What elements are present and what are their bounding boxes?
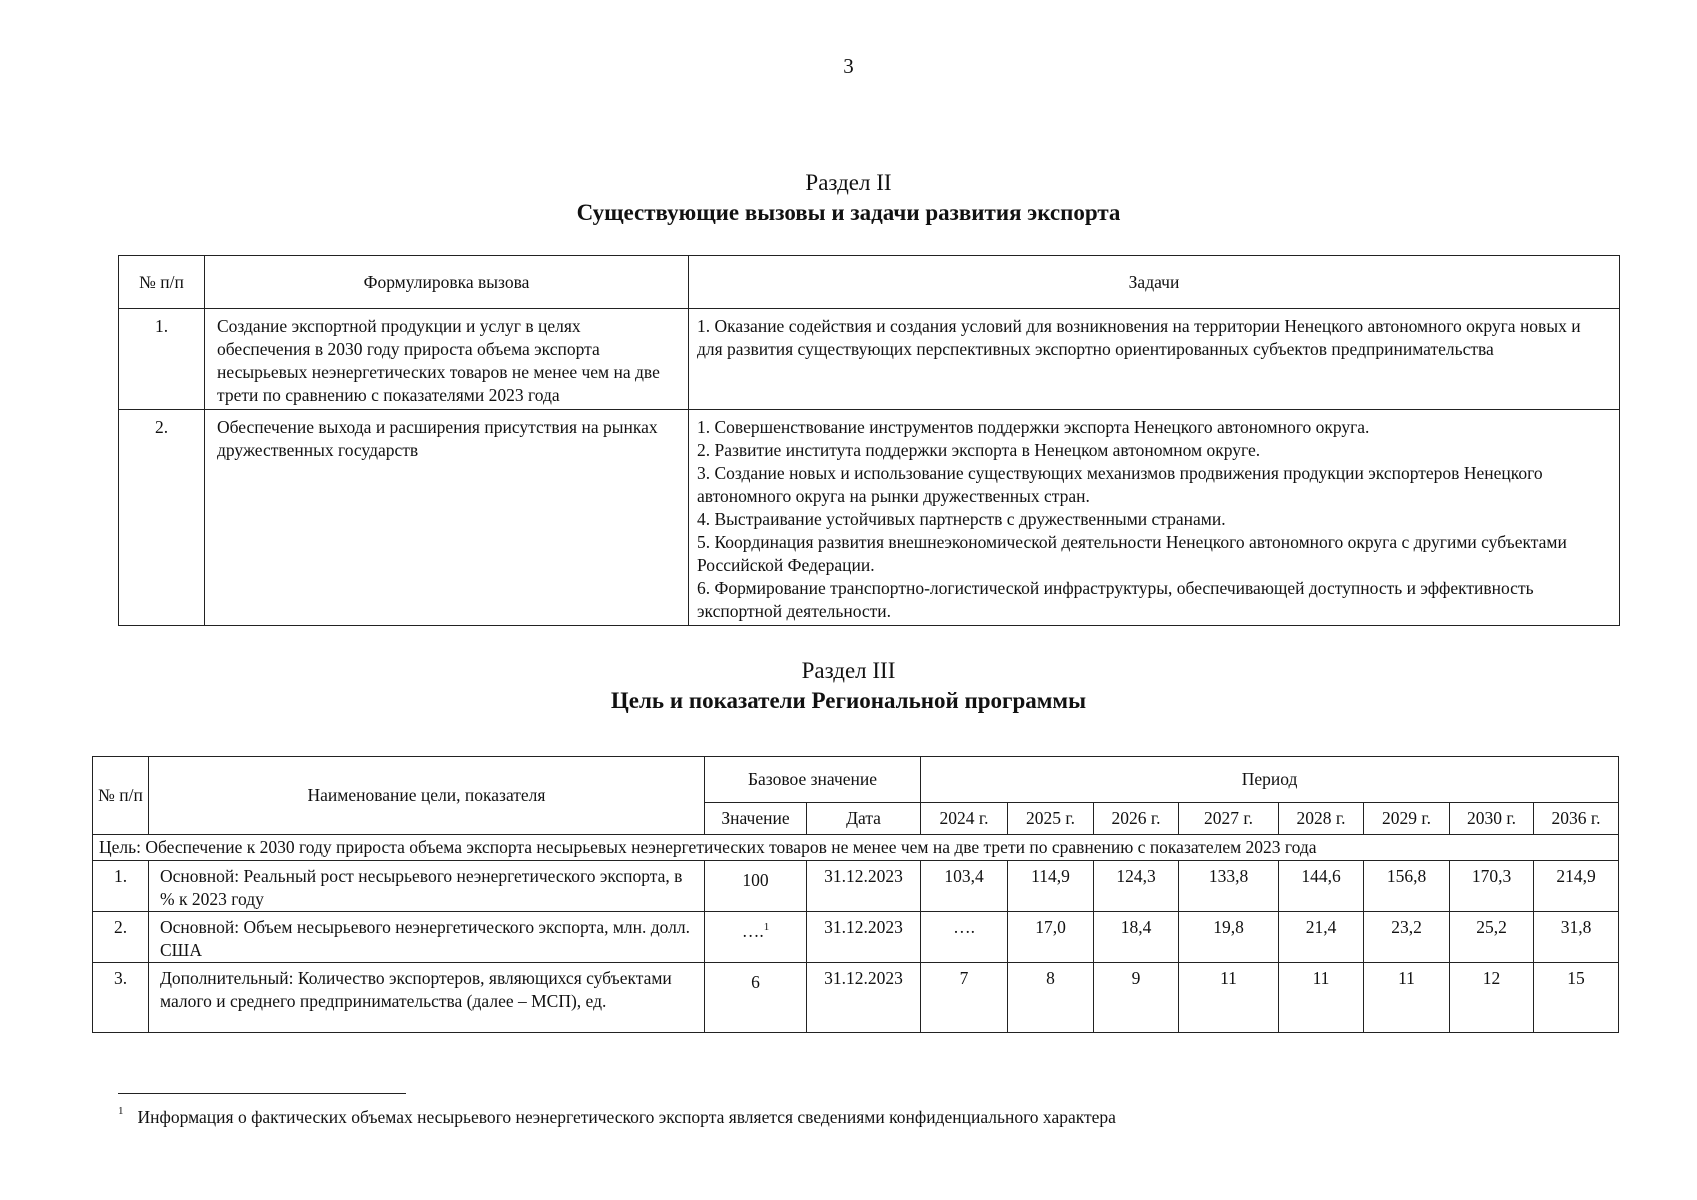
- table-row: [93, 861, 1619, 912]
- col-header-challenge: Формулировка вызова: [205, 256, 689, 309]
- col-header-date: Дата: [807, 803, 921, 835]
- base-date: 31.12.2023: [807, 963, 921, 1033]
- tasks-cell: [689, 309, 1620, 410]
- year-value: ….: [921, 912, 1008, 963]
- col-header-period: Период: [921, 757, 1619, 803]
- footnote-divider: [118, 1093, 406, 1094]
- page-number: 3: [843, 54, 854, 78]
- col-header-year: 2024 г.: [921, 803, 1008, 835]
- col-header-num: № п/п: [119, 256, 205, 309]
- row-num: 1.: [93, 861, 149, 912]
- year-value: 11: [1179, 963, 1279, 1033]
- year-value: 103,4: [921, 861, 1008, 912]
- year-value: 19,8: [1179, 912, 1279, 963]
- indicators-table: [92, 756, 1619, 1033]
- year-value: 23,2: [1364, 912, 1450, 963]
- year-value: 133,8: [1179, 861, 1279, 912]
- task-item: 4. Выстраивание устойчивых партнерств с дружественными странами.: [697, 509, 1226, 529]
- col-header-year: 2030 г.: [1450, 803, 1534, 835]
- row-num: 1.: [119, 309, 205, 410]
- year-value: 114,9: [1008, 861, 1094, 912]
- indicator-name: Дополнительный: Количество экспортеров, являющихся субъектами малого и среднего предпринимательства (далее – МСП), ед.: [149, 963, 705, 1033]
- task-item: 5. Координация развития внешнеэкономической деятельности Ненецкого автономного округа с другими субъектами Российской Федерации.: [697, 532, 1567, 575]
- base-value: 100: [705, 861, 807, 912]
- year-value: 17,0: [1008, 912, 1094, 963]
- year-value: 170,3: [1450, 861, 1534, 912]
- base-value: ….$^1$: [705, 912, 807, 963]
- year-value: 12: [1450, 963, 1534, 1033]
- footnote: [118, 1107, 1116, 1128]
- col-header-name: Наименование цели, показателя: [149, 757, 705, 835]
- footnote-marker: 1: [118, 1105, 124, 1118]
- year-value: 21,4: [1279, 912, 1364, 963]
- task-item: 1. Совершенствование инструментов поддержки экспорта Ненецкого автономного округа.: [697, 417, 1370, 437]
- footnote-text: Информация о фактических объемах несырьевого неэнергетического экспорта является сведениями конфиденциального характера: [137, 1107, 1116, 1127]
- row-num: 3.: [93, 963, 149, 1033]
- col-header-value: Значение: [705, 803, 807, 835]
- tasks-cell: [689, 410, 1620, 626]
- table-row: [93, 963, 1619, 1033]
- base-value: 6: [705, 963, 807, 1033]
- col-header-year: 2026 г.: [1094, 803, 1179, 835]
- col-header-year: 2027 г.: [1179, 803, 1279, 835]
- year-value: 18,4: [1094, 912, 1179, 963]
- col-header-year: 2028 г.: [1279, 803, 1364, 835]
- year-value: 31,8: [1534, 912, 1619, 963]
- year-value: 124,3: [1094, 861, 1179, 912]
- task-item: 2. Развитие института поддержки экспорта в Ненецком автономном округе.: [697, 440, 1261, 460]
- base-date: 31.12.2023: [807, 861, 921, 912]
- year-value: 7: [921, 963, 1008, 1033]
- task-item: 1. Оказание содействия и создания условий для возникновения на территории Ненецкого автономного округа новых и для развития существующих перспективных экспортно ориентированных субъектов предпринимательства: [697, 316, 1581, 359]
- col-header-year: 2025 г.: [1008, 803, 1094, 835]
- footnote-ref: 1: [763, 921, 770, 933]
- base-date: 31.12.2023: [807, 912, 921, 963]
- section-2-label: Раздел II: [805, 170, 892, 195]
- table-row: [119, 410, 1620, 626]
- year-value: 25,2: [1450, 912, 1534, 963]
- indicator-name: Основной: Объем несырьевого неэнергетического экспорта, млн. долл. США: [149, 912, 705, 963]
- col-header-year: 2029 г.: [1364, 803, 1450, 835]
- section-3-heading: [0, 656, 1697, 716]
- indicator-name: Основной: Реальный рост несырьевого неэнергетического экспорта, в % к 2023 году: [149, 861, 705, 912]
- table-row: [119, 309, 1620, 410]
- col-header-year: 2036 г.: [1534, 803, 1619, 835]
- row-num: 2.: [93, 912, 149, 963]
- section-3-title: Цель и показатели Региональной программы: [610, 688, 1087, 713]
- row-num: 2.: [119, 410, 205, 626]
- col-header-base: Базовое значение: [705, 757, 921, 803]
- year-value: 11: [1279, 963, 1364, 1033]
- col-header-num: № п/п: [93, 757, 149, 835]
- year-value: 156,8: [1364, 861, 1450, 912]
- challenges-table: [118, 255, 1620, 626]
- col-header-tasks: Задачи: [689, 256, 1620, 309]
- challenge-text: Создание экспортной продукции и услуг в целях обеспечения в 2030 году прироста объема экспорта несырьевых неэнергетических товаров не менее чем на две трети по сравнению с показателями 2023 года: [205, 309, 689, 410]
- section-2-heading: [0, 168, 1697, 228]
- section-3-label: Раздел III: [801, 658, 896, 683]
- year-value: 214,9: [1534, 861, 1619, 912]
- section-2-title: Существующие вызовы и задачи развития экспорта: [576, 200, 1121, 225]
- goal-row: Цель: Обеспечение к 2030 году прироста объема экспорта несырьевых неэнергетических товаров не менее чем на две трети по сравнению с показателем 2023 года: [93, 835, 1619, 861]
- task-item: 6. Формирование транспортно-логистической инфраструктуры, обеспечивающей доступность и эффективность экспортной деятельности.: [697, 578, 1534, 621]
- year-value: 9: [1094, 963, 1179, 1033]
- table-row: [93, 912, 1619, 963]
- year-value: 144,6: [1279, 861, 1364, 912]
- challenge-text: Обеспечение выхода и расширения присутствия на рынках дружественных государств: [205, 410, 689, 626]
- year-value: 8: [1008, 963, 1094, 1033]
- task-item: 3. Создание новых и использование существующих механизмов продвижения продукции экспортеров Ненецкого автономного округа на рынки дружественных стран.: [697, 463, 1543, 506]
- year-value: 15: [1534, 963, 1619, 1033]
- year-value: 11: [1364, 963, 1450, 1033]
